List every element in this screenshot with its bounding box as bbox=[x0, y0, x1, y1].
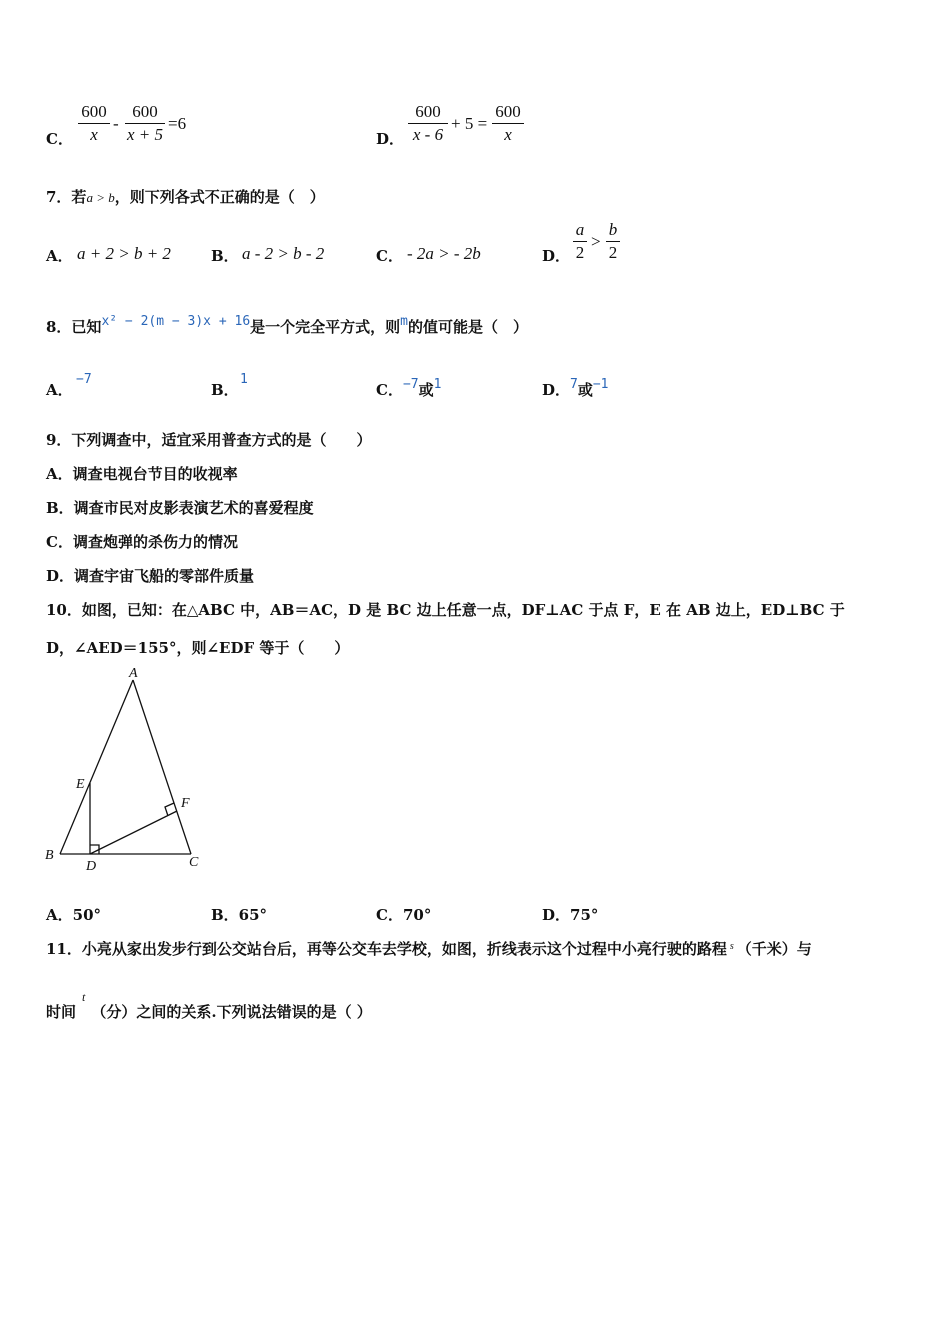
q8-option-b-value: 1 bbox=[240, 372, 248, 387]
q7-stem: 7．若a > b，则下列各式不正确的是（ ） bbox=[46, 188, 325, 206]
q7-option-b-expr: a - 2 > b - 2 bbox=[242, 244, 325, 263]
q8-option-d-label: D．7或−1 bbox=[542, 377, 609, 399]
q6-c-rhs: =6 bbox=[168, 114, 187, 133]
q6-d-fraction-1: 600 x - 6 bbox=[408, 102, 448, 145]
q6-option-d-label: D． bbox=[376, 130, 405, 148]
q7-option-d-label: D． bbox=[542, 247, 571, 265]
q8-option-a-label: A． bbox=[46, 381, 73, 399]
label-d: D bbox=[86, 859, 97, 874]
label-e: E bbox=[76, 777, 85, 792]
q7-option-b-label: B． bbox=[211, 247, 239, 265]
q6-c-fraction-2: 600 x + 5 bbox=[126, 102, 164, 144]
q6-d-middle: + 5 = bbox=[451, 114, 488, 133]
label-f: F bbox=[181, 796, 190, 811]
q8-stem: 8．已知x² − 2(m − 3)x + 16是一个完全平方式，则m的值可能是（ ） bbox=[46, 314, 529, 336]
q9-option-a: A．调查电视台节目的收视率 bbox=[46, 465, 238, 483]
q6-option-c-label: C． bbox=[46, 130, 73, 148]
q6-c-fraction-1: 600 x bbox=[78, 102, 110, 145]
q7-d-fraction-1: a 2 bbox=[573, 220, 587, 263]
q11-stem-line-1: 11．小亮从家出发步行到公交站台后，再等公交车去学校，如图，折线表示这个过程中小亮行驶的路程 $^s$ （千米）与 bbox=[46, 940, 812, 958]
q7-option-a-expr: a + 2 > b + 2 bbox=[77, 244, 171, 263]
q8-option-c-label: C．−7或1 bbox=[376, 377, 442, 399]
q10-stem-line-2: D，∠AED＝155°，则∠EDF 等于（ ） bbox=[46, 639, 350, 657]
q7-option-c-expr: - 2a > - 2b bbox=[407, 244, 481, 263]
segment-df bbox=[90, 811, 177, 854]
label-a: A bbox=[129, 666, 138, 681]
q10-option-d: D．75° bbox=[542, 906, 599, 924]
q10-option-a: A．50° bbox=[46, 906, 102, 924]
q7-option-c-label: C． bbox=[376, 247, 403, 265]
label-c: C bbox=[189, 855, 199, 870]
q9-option-d: D．调查宇宙飞船的零部件质量 bbox=[46, 567, 255, 585]
q7-d-fraction-2: b 2 bbox=[606, 220, 620, 263]
q6-d-fraction-2: 600 x bbox=[492, 102, 524, 145]
q7-d-gt: > bbox=[591, 232, 601, 251]
q8-option-a-value: −7 bbox=[76, 372, 92, 387]
q11-stem-line-2: 时间$^t$（分）之间的关系.下列说法错误的是（ ） bbox=[46, 990, 372, 1021]
label-b: B bbox=[45, 848, 54, 863]
q9-stem: 9．下列调查中，适宜采用普查方式的是（ ） bbox=[46, 431, 372, 449]
q8-option-b-label: B． bbox=[211, 381, 239, 399]
q7-option-a-label: A． bbox=[46, 247, 73, 265]
q10-triangle-figure bbox=[40, 664, 215, 874]
q10-stem-line-1: 10．如图，已知：在△ABC 中，AB＝AC，D 是 BC 边上任意一点，DF⊥AC 于点 F，E 在 AB 边上，ED⊥BC 于 bbox=[46, 601, 845, 619]
q9-option-b: B．调查市民对皮影表演艺术的喜爱程度 bbox=[46, 499, 314, 517]
side-ab bbox=[60, 680, 133, 854]
q10-option-b: B．65° bbox=[211, 906, 268, 924]
q10-option-c: C．70° bbox=[376, 906, 432, 924]
q6-c-minus: - bbox=[113, 114, 119, 133]
q9-option-c: C．调查炮弹的杀伤力的情况 bbox=[46, 533, 238, 551]
